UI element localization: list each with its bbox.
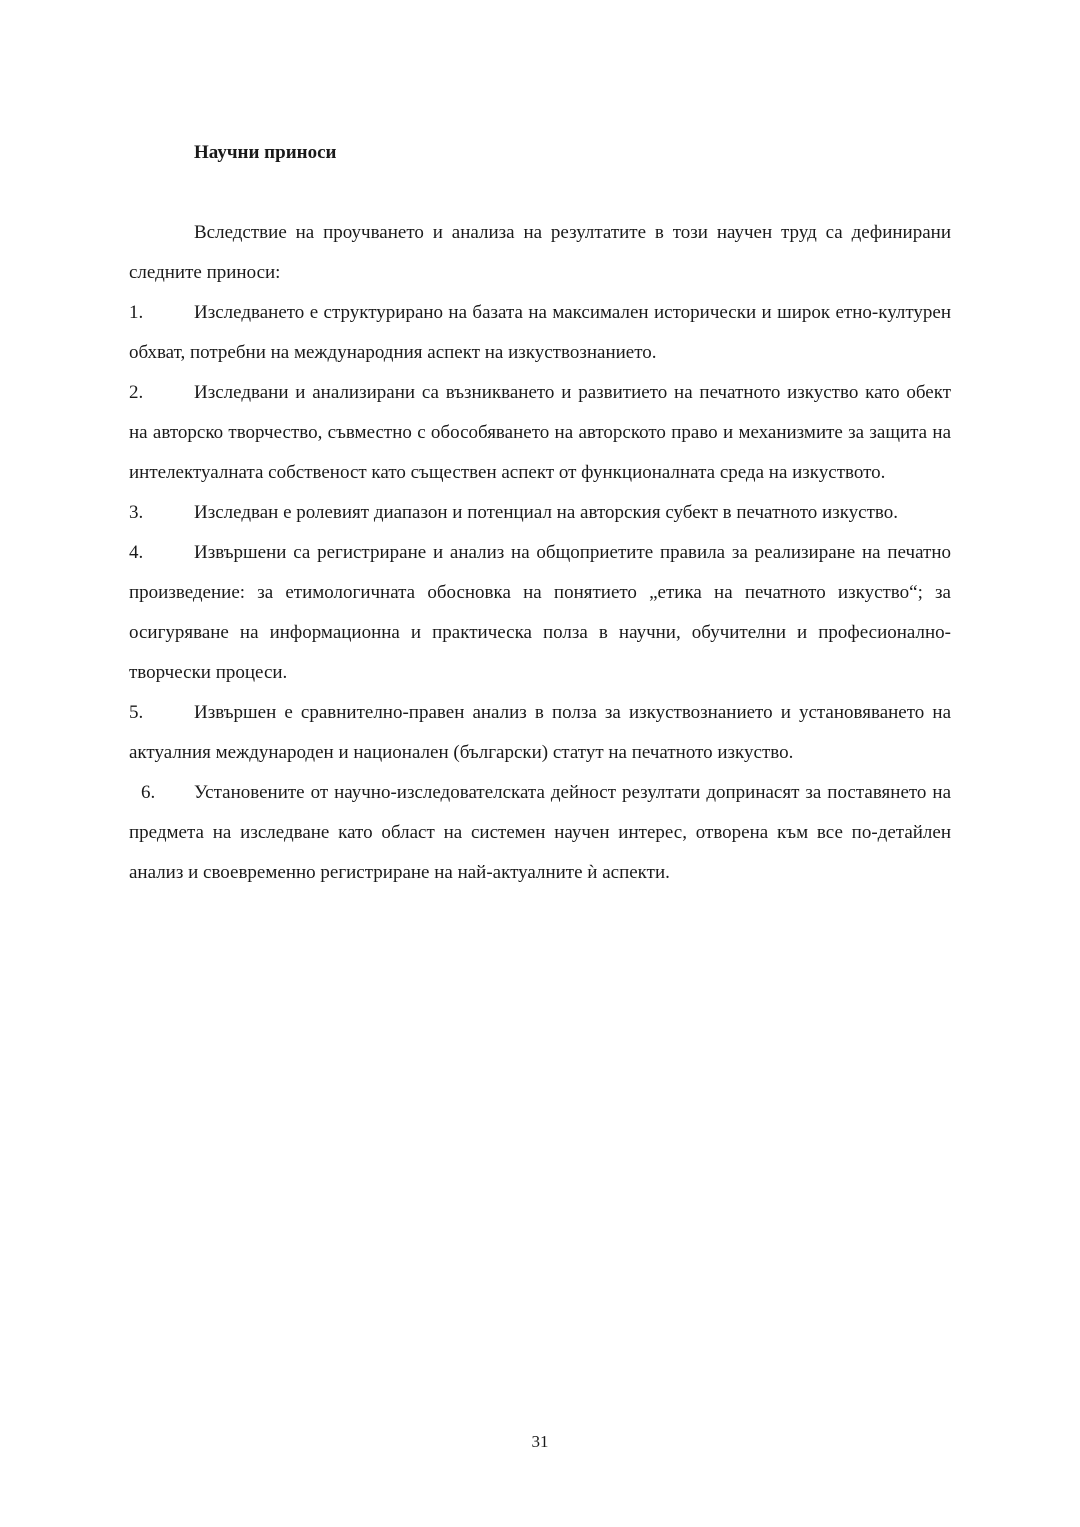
list-item-number: 5.	[129, 702, 144, 723]
list-item	[129, 493, 951, 533]
list-item-text: Установените от научно-изследователската дейност резултати допринасят за поставянето на предмета на изследване като област на системен научен интерес, отворена към все по-детайлен анализ и своевременно регистриране на най-актуалните ѝ аспекти.	[129, 782, 951, 883]
list-item-number: 1.	[129, 302, 144, 323]
list-item-text: Извършен е сравнително-правен анализ в полза за изкуствознанието и установяването на актуалния международен и национален (български) статут на печатното изкуство.	[129, 702, 951, 763]
list-item	[129, 533, 951, 693]
list-item-text: Изследвани и анализирани са възникването и развитието на печатното изкуство като обект на авторско творчество, съвместно с обособяването на авторското право и механизмите за защита на интелектуалната собственост като съществен аспект от функционалната среда на изкуството.	[129, 382, 951, 483]
list-item	[129, 773, 951, 893]
list-item-text: Изследването е структурирано на базата на максимален исторически и широк етно-културен обхват, потребни на международния аспект на изкуствознанието.	[129, 302, 951, 363]
section-heading: Научни приноси	[194, 142, 337, 163]
page-number: 31	[531, 1432, 549, 1451]
list-item	[129, 373, 951, 493]
list-item-number: 2.	[129, 382, 144, 403]
list-item-number: 6.	[141, 782, 156, 803]
list-item	[129, 293, 951, 373]
intro-paragraph: Вследствие на проучването и анализа на резултатите в този научен труд са дефинирани следните приноси:	[129, 222, 951, 283]
list-item-text: Изследван е ролевият диапазон и потенциал на авторския субект в печатното изкуство.	[194, 502, 898, 523]
list-item	[129, 693, 951, 773]
document-body	[129, 213, 951, 893]
list-item-number: 3.	[129, 502, 144, 523]
list-item-number: 4.	[129, 542, 144, 563]
list-item-text: Извършени са регистриране и анализ на общоприетите правила за реализиране на печатно произведение: за етимологичната обосновка на понятието „етика на печатното изкуство“; за осигуряване на информационна и практическа полза в научни, обучителни и професионално-творчески процеси.	[129, 542, 951, 683]
